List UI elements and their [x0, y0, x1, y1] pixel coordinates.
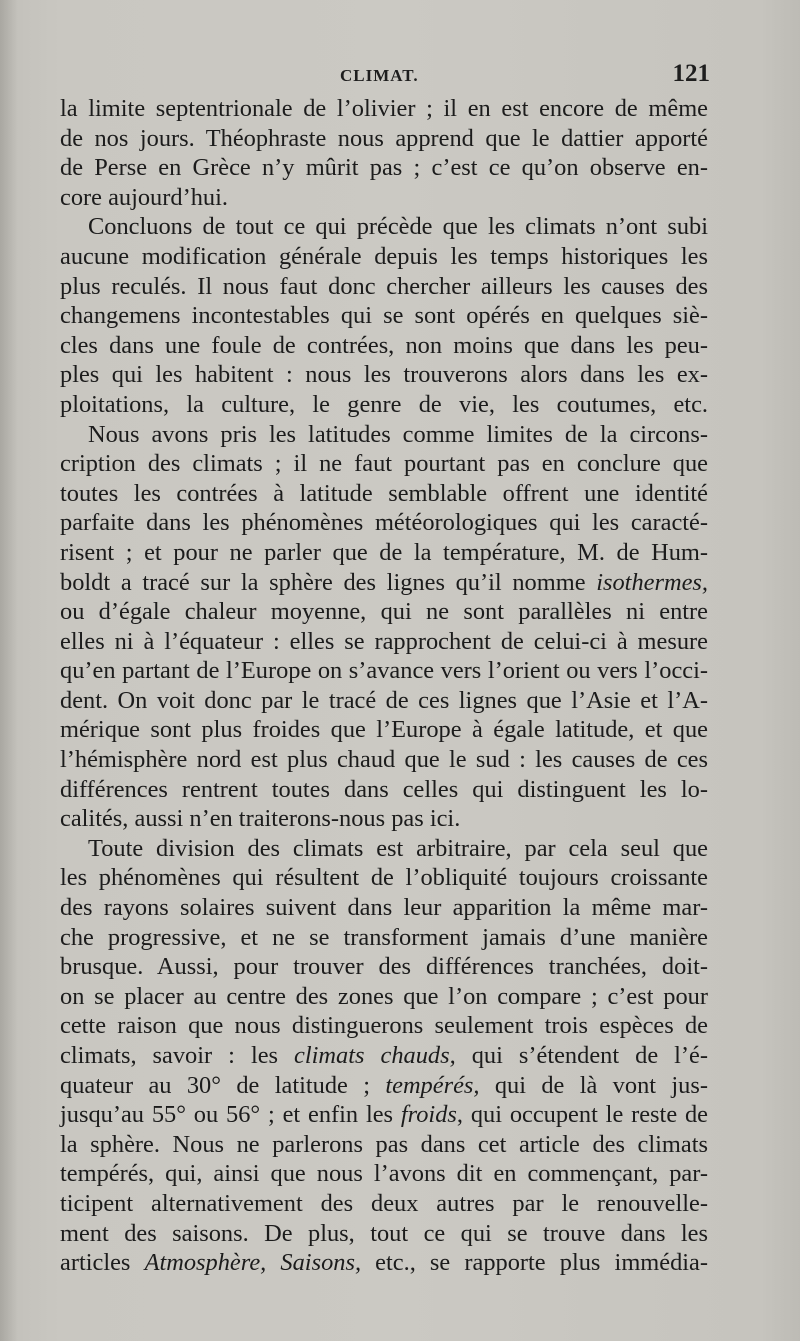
text-line: de nos jours. Théophraste nous apprend que le dattier apporté	[60, 124, 708, 152]
text-line: che progressive, et ne se transforment jamais d’une manière	[60, 923, 708, 951]
text-line: parfaite dans les phénomènes météorologiques qui les caracté-	[60, 509, 708, 537]
text-line: mérique sont plus froides que l’Europe à égale latitude, et que	[60, 716, 708, 744]
text-line: Concluons de tout ce qui précède que les climats n’ont subi	[88, 213, 708, 241]
text-line: plus reculés. Il nous faut donc chercher ailleurs les causes des	[60, 272, 708, 300]
text-line: toutes les contrées à latitude semblable offrent une identité	[60, 479, 708, 507]
text-line: calités, aussi n’en traiterons-nous pas ici.	[60, 805, 461, 833]
italic-term: climats chauds,	[294, 1042, 456, 1069]
text-line: ples qui les habitent : nous les trouverons alors dans les ex-	[60, 361, 708, 389]
italic-term: froids	[400, 1101, 457, 1129]
text-line: quateur au 30° de latitude ; tempérés, qui de là vont jus-	[60, 1071, 708, 1099]
text-line: différences rentrent toutes dans celles qui distinguent les lo-	[60, 775, 708, 803]
text-line: cription des climats ; il ne faut pourtant pas en conclure que	[60, 450, 708, 478]
text-line: aucune modification générale depuis les temps historiques les	[60, 242, 708, 270]
text-line: cles dans une foule de contrées, non moins que dans les peu-	[60, 331, 708, 359]
text-line: qu’en partant de l’Europe on s’avance vers l’orient ou vers l’occi-	[60, 657, 708, 685]
text-line: on se placer au centre des zones que l’on compare ; c’est pour	[60, 982, 708, 1010]
italic-term: isothermes,	[596, 568, 708, 596]
text-line: boldt a tracé sur la sphère des lignes qu’il nomme isothermes,	[60, 568, 708, 596]
text-line: tempérés, qui, ainsi que nous l’avons dit en commençant, par-	[60, 1160, 708, 1188]
italic-term: Saisons,	[280, 1249, 362, 1277]
text-line: climats, savoir : les climats chauds, qui s’étendent de l’é-	[60, 1042, 708, 1069]
text-line: Toute division des climats est arbitraire, par cela seul que	[88, 834, 708, 862]
text-line: core aujourd’hui.	[60, 183, 228, 211]
running-head: CLIMAT.	[340, 66, 419, 85]
text-line: changemens incontestables qui se sont opérés en quelques siè-	[60, 302, 708, 330]
text-line: des rayons solaires suivent dans leur apparition la même mar-	[60, 894, 708, 922]
text-line: l’hémisphère nord est plus chaud que le sud : les causes de ces	[60, 746, 708, 774]
text-line: elles ni à l’équateur : elles se rapprochent de celui-ci à mesure	[60, 627, 708, 655]
text-line: risent ; et pour ne parler que de la température, M. de Hum-	[60, 538, 708, 566]
text-line: cette raison que nous distinguerons seulement trois espèces de	[60, 1012, 708, 1040]
text-line: la sphère. Nous ne parlerons pas dans cet article des climats	[60, 1130, 708, 1158]
text-line: la limite septentrionale de l’olivier ; il en est encore de même	[60, 95, 708, 122]
body-text	[60, 94, 708, 1278]
text-line: jusqu’au 55° ou 56° ; et enfin les froids, qui occupent le reste de	[60, 1101, 708, 1129]
text-line: ticipent alternativement des deux autres par le renouvelle-	[60, 1189, 708, 1217]
text-line: articles Atmosphère, Saisons, etc., se rapporte plus immédia-	[60, 1249, 709, 1277]
text-line: dent. On voit donc par le tracé de ces lignes que l’Asie et l’A-	[60, 686, 708, 714]
italic-term: tempérés,	[385, 1071, 480, 1099]
text-line: ploitations, la culture, le genre de vie, les coutumes, etc.	[60, 390, 708, 418]
text-line: ment des saisons. De plus, tout ce qui se trouve dans les	[60, 1219, 708, 1247]
text-line: Nous avons pris les latitudes comme limites de la circons-	[88, 420, 708, 448]
page-number: 121	[672, 60, 710, 87]
italic-term: Atmosphère,	[144, 1249, 267, 1277]
page-header	[60, 62, 710, 92]
text-line: brusque. Aussi, pour trouver des différences tranchées, doit-	[60, 953, 708, 981]
text-line: les phénomènes qui résultent de l’obliquité toujours croissante	[60, 864, 708, 892]
text-line: ou d’égale chaleur moyenne, qui ne sont parallèles ni entre	[60, 598, 708, 626]
text-line: de Perse en Grèce n’y mûrit pas ; c’est ce qu’on observe en-	[60, 154, 708, 182]
